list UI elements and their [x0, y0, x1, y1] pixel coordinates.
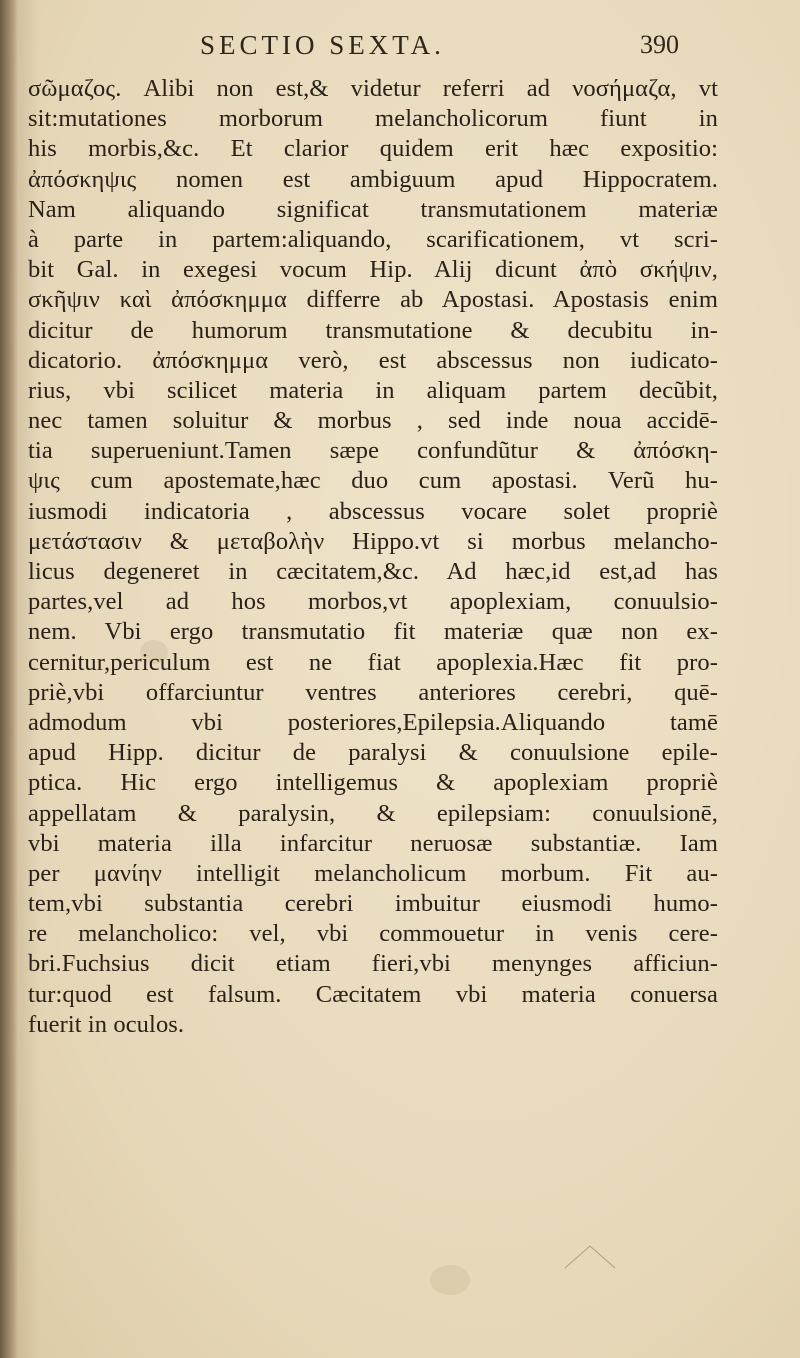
text-line: fuerit in oculos.	[28, 1010, 185, 1038]
text-line: dicatorio. ἀπόσκημμα verò, est abscessus non iudicato-	[28, 346, 718, 374]
text-line: admodum vbi posteriores,Epilepsia.Aliquando tamē	[28, 708, 718, 736]
text-line: à parte in partem:aliquando, scarificationem, vt scri-	[28, 225, 718, 253]
text-line: μετάστασιν & μεταβολὴν Hippo.vt si morbus melancho-	[28, 527, 718, 555]
text-line: apud Hipp. dicitur de paralysi & conuulsione epile-	[28, 739, 718, 767]
page-number: 390	[640, 30, 679, 59]
text-line: tem,vbi substantia cerebri imbuitur eiusmodi humo-	[28, 890, 718, 918]
text-line: σῶμαζος. Alibi non est,& videtur referri ad νοσήμαζα, vt	[28, 75, 718, 102]
ornament	[0, 1238, 800, 1278]
running-head	[0, 30, 800, 70]
text-line: bri.Fuchsius dicit etiam fieri,vbi menynges afficiun-	[28, 950, 718, 978]
text-line: rius, vbi scilicet materia in aliquam partem decũbit,	[28, 376, 718, 404]
text-line: appellatam & paralysin, & epilepsiam: conuulsionē,	[28, 799, 718, 827]
text-line: bit Gal. in exegesi vocum Hip. Alij dicunt ἀπὸ σκήψιν,	[28, 256, 718, 284]
text-line: ψις cum apostemate,hæc duo cum apostasi. Verũ hu-	[28, 467, 718, 495]
text-line: dicitur de humorum transmutatione & decubitu in-	[28, 316, 718, 344]
text-line: tia superueniunt.Tamen sæpe confundũtur & ἀπόσκη-	[28, 437, 718, 465]
flourish-ornament	[560, 1238, 620, 1278]
text-line: licus degeneret in cæcitatem,&c. Ad hæc,id est,ad has	[28, 558, 718, 585]
text-line: Nam aliquando significat transmutationem materiæ	[28, 195, 718, 223]
text-line: per μανίην intelligit melancholicum morbum. Fit au-	[28, 859, 718, 887]
text-line: cernitur,periculum est ne fiat apoplexia.Hæc fit pro-	[28, 648, 718, 676]
text-line: re melancholico: vel, vbi commouetur in venis cere-	[28, 920, 718, 948]
text-line: nem. Vbi ergo transmutatio fit materiæ quæ non ex-	[28, 618, 718, 646]
text-line: iusmodi indicatoria , abscessus vocare solet propriè	[28, 497, 718, 525]
body-text	[28, 74, 718, 1040]
text-line: ptica. Hic ergo intelligemus & apoplexiam propriè	[28, 769, 718, 797]
text-line: his morbis,&c. Et clarior quidem erit hæc expositio:	[28, 135, 718, 163]
text-line: vbi materia illa infarcitur neruosæ substantiæ. Iam	[28, 829, 718, 857]
text-line: nec tamen soluitur & morbus , sed inde noua accidē-	[28, 407, 718, 435]
text-line: tur:quod est falsum. Cæcitatem vbi materia conuersa	[28, 980, 718, 1008]
text-line: ἀπόσκηψις nomen est ambiguum apud Hippocratem.	[28, 165, 718, 193]
text-line: priè,vbi offarciuntur ventres anteriores cerebri, quē-	[28, 678, 718, 706]
section-title: SECTIO SEXTA.	[200, 30, 445, 60]
text-line: sit:mutationes morborum melancholicorum fiunt in	[28, 105, 718, 133]
text-line: σκῆψιν καὶ ἀπόσκημμα differre ab Apostasi. Apostasis enim	[28, 286, 718, 314]
text-line: partes,vel ad hos morbos,vt apoplexiam, conuulsio-	[28, 588, 718, 616]
binding-gutter	[0, 0, 18, 1358]
